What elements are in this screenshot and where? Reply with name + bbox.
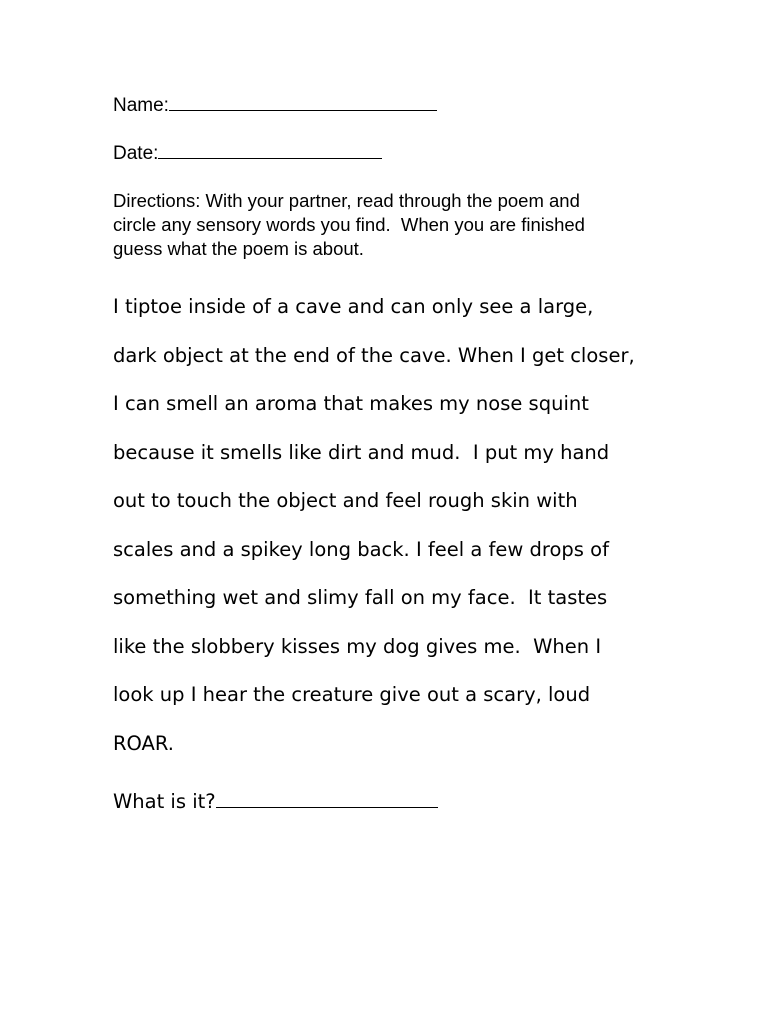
poem-line: look up I hear the creature give out a scary, loud [113, 683, 591, 706]
question-field[interactable] [113, 789, 438, 815]
poem-line: like the slobbery kisses my dog gives me. When I [113, 634, 602, 658]
date-blank-line[interactable] [158, 142, 382, 159]
poem-line: scales and a spikey long back. I feel a few drops of [113, 537, 609, 561]
poem-line: I can smell an aroma that makes my nose squint [113, 392, 589, 415]
name-blank-line[interactable] [169, 94, 437, 111]
poem-line: because it smells like dirt and mud. I put my hand [113, 440, 610, 464]
directions-line: Directions: With your partner, read through the poem and [113, 190, 580, 211]
directions [113, 189, 673, 261]
date-label: Date: [113, 143, 159, 164]
poem-line: I tiptoe inside of a cave and can only see a large, [113, 295, 594, 318]
poem-line: dark object at the end of the cave. When I get closer, [113, 343, 635, 367]
date-field[interactable] [113, 142, 382, 165]
name-field[interactable] [113, 94, 437, 117]
poem-line: ROAR. [113, 731, 174, 755]
poem-line: out to touch the object and feel rough skin with [113, 489, 578, 512]
poem-line: something wet and slimy fall on my face. It tastes [113, 586, 608, 609]
question-label: What is it? [113, 790, 216, 813]
directions-line: guess what the poem is about. [113, 238, 364, 259]
answer-blank-line[interactable] [216, 789, 438, 808]
name-label: Name: [113, 95, 169, 116]
directions-line: circle any sensory words you find. When you are finished [113, 214, 585, 235]
poem [113, 283, 713, 768]
